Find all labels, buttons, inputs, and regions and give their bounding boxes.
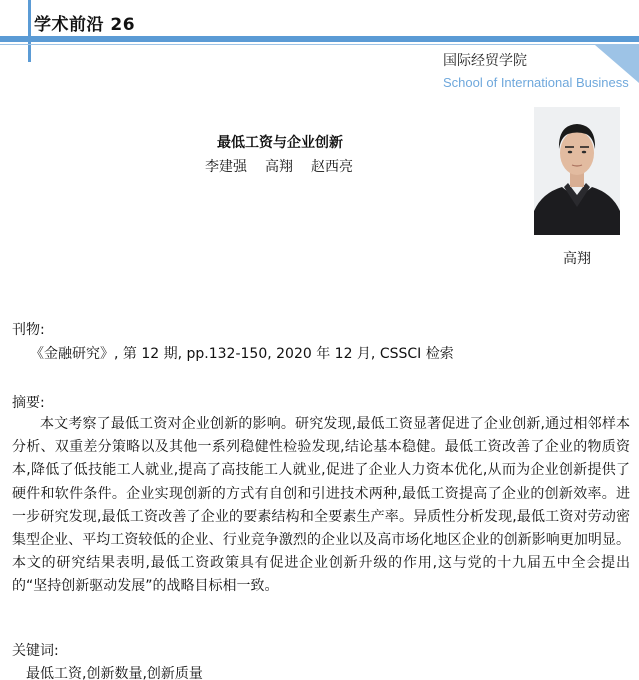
school-name-en: School of International Business: [443, 75, 629, 90]
keywords-text: 最低工资,创新数量,创新质量: [26, 666, 203, 680]
header-rule: [0, 36, 639, 42]
abstract-text: 本文考察了最低工资对企业创新的影响。研究发现,最低工资显著促进了企业创新,通过相邻样本分析、双重差分策略以及其他一系列稳健性检验发现,结论基本稳健。最低工资改善了企业的物质资本,降低了低技能工人就业,提高了高技能工人就业,促进了企业人力资本优化,从而为企业创新提供了硬件和软件条件。企业实现创新的方式有自创和引进技术两种,最低工资提高了企业的创新效率。进一步研究发现,最低工资改善了企业的要素结构和全要素生产率。异质性分析发现,最低工资对劳动密集型企业、平均工资较低的企业、行业竞争激烈的企业以及高市场化地区企业的创新影响更加明显。本文的研究结果表明,最低工资政策具有促进企业创新升级的作用,这与党的十九届五中全会提出的“坚持创新驱动发展”的战略目标相一致。: [12, 416, 630, 595]
abstract-label: 摘要:: [12, 395, 45, 411]
author-name: 赵西亮: [311, 159, 353, 175]
paper-title: 最低工资与企业创新: [217, 135, 343, 151]
author-photo: [534, 107, 620, 235]
header-accent-bar: [28, 0, 31, 62]
author-name: 高翔: [265, 159, 293, 175]
section-title: 学术前沿 26: [34, 15, 136, 35]
keywords-label: 关键词:: [12, 643, 59, 659]
author-list: [205, 156, 353, 176]
school-name-cn: 国际经贸学院: [443, 53, 527, 69]
author-name: 李建强: [205, 159, 247, 175]
photo-caption: 高翔: [563, 251, 591, 267]
journal-citation: 《金融研究》, 第 12 期, pp.132-150, 2020 年 12 月, CSSCI 检索: [30, 346, 454, 362]
portrait-image: [534, 107, 620, 235]
journal-label: 刊物:: [12, 322, 45, 338]
header-rule-thin: [0, 44, 639, 45]
